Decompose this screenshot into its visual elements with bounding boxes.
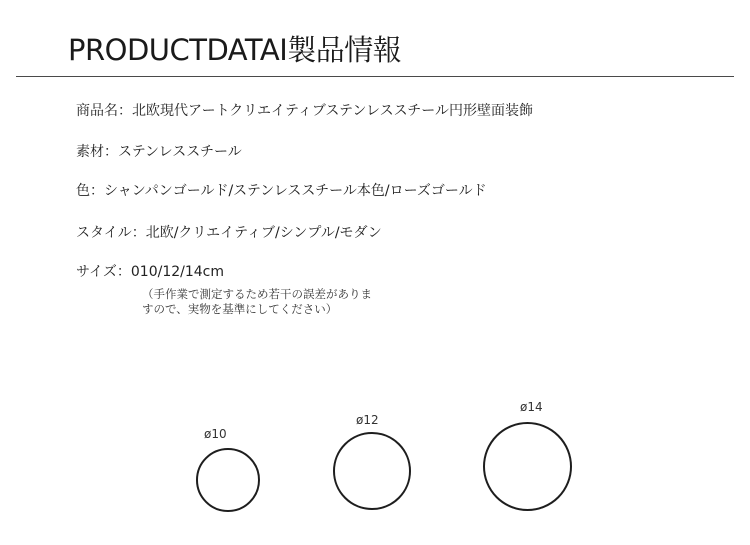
- spec-size: サイズ：010/12/14cm: [76, 264, 224, 280]
- measurement-note: [142, 287, 372, 317]
- spec-color: 色：シャンパンゴールド/ステンレススチール本色/ローズゴールド: [76, 183, 487, 199]
- circle-10: [196, 448, 260, 512]
- title-divider: [16, 76, 734, 77]
- spec-style: スタイル：北欧/クリエイティブ/シンプル/モダン: [76, 225, 382, 241]
- size-label-12: ø12: [356, 413, 379, 427]
- page-title: PRODUCTDATAI製品情報: [68, 33, 402, 67]
- spec-material: 素材：ステンレススチール: [76, 144, 242, 160]
- size-label-10: ø10: [204, 427, 227, 441]
- measurement-note-line-1: （手作業で測定するため若干の誤差がありま: [142, 287, 372, 301]
- circle-12: [333, 432, 411, 510]
- circle-14: [483, 422, 572, 511]
- size-label-14: ø14: [520, 400, 543, 414]
- measurement-note-line-2: すので、実物を基準にしてください）: [142, 302, 338, 316]
- spec-product-name: 商品名：北欧現代アートクリエイティブステンレススチール円形壁面装飾: [76, 103, 534, 119]
